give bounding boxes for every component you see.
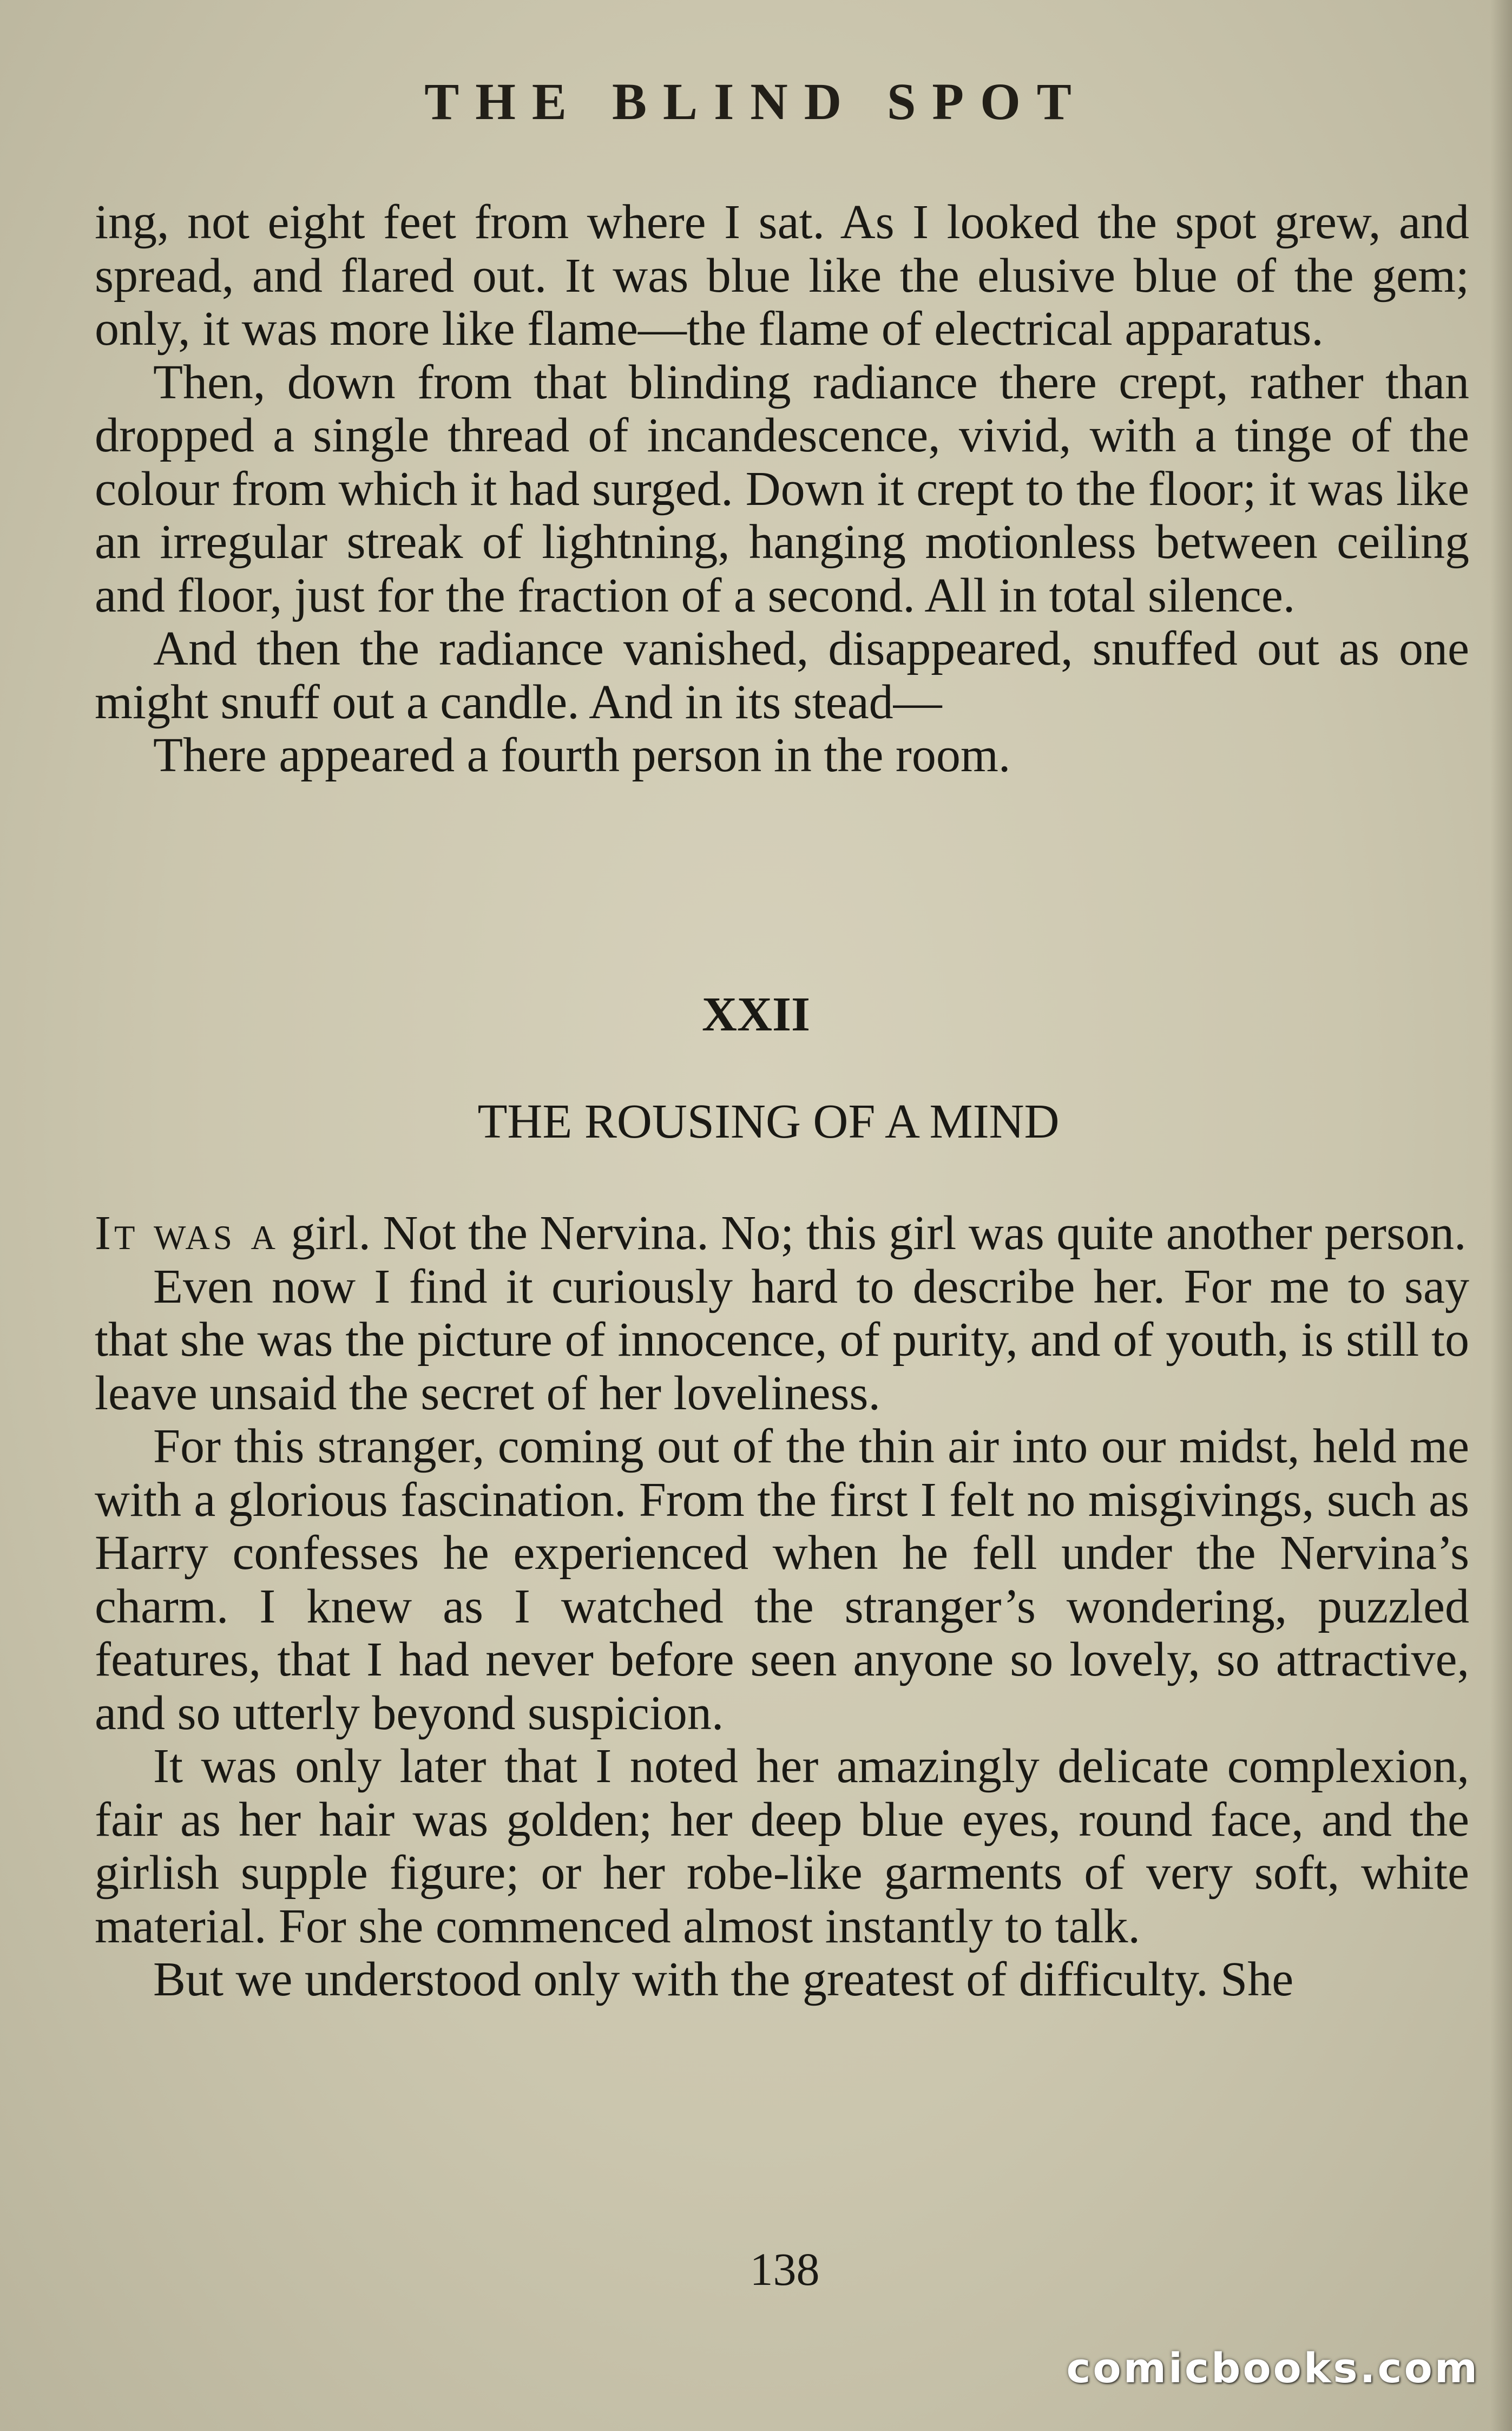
paragraph: For this stranger, coming out of the thin air into our midst, held me with a glorious fascination. From the first I felt no misgivings, such as Harry confesses he experienced when he fell under the Nervina’s charm. I knew as I watched the stranger’s wondering, puzzled features, that I had never before seen anyone so lovely, so attractive, and so utterly beyond suspicion.	[95, 1420, 1469, 1740]
chapter-number: XXII	[701, 988, 811, 1041]
small-caps-lead-in: It was a	[95, 1206, 279, 1260]
opening-text: girl. Not the Nervina. No; this girl was quite another person.	[278, 1206, 1467, 1260]
running-head: THE BLIND SPOT	[424, 73, 1088, 130]
paragraph: Even now I find it curiously hard to describe her. For me to say that she was the picture of innocence, of purity, and of youth, is still to leave unsaid the secret of her loveliness.	[95, 1259, 1469, 1420]
paragraph: ing, not eight feet from where I sat. As I looked the spot grew, and spread, and flared out. It was blue like the elusive blue of the gem; only, it was more like flame—the flame of electrical apparatus.	[95, 195, 1469, 356]
page-edge-shadow	[1490, 0, 1512, 2431]
paragraph: There appeared a fourth person in the room.	[153, 728, 1011, 782]
text-section-1	[95, 196, 1469, 783]
text-section-2	[95, 1207, 1469, 2007]
paragraph: And then the radiance vanished, disappeared, snuffed out as one might snuff out a candle. And in its stead—	[95, 622, 1469, 729]
watermark: comicbooks.com	[1066, 2344, 1480, 2392]
paragraph: It was only later that I noted her amazingly delicate complexion, fair as her hair was golden; her deep blue eyes, round face, and the girlish supple figure; or her robe-like garments of very soft, white material. For she commenced almost instantly to talk.	[95, 1739, 1469, 1953]
paragraph: Then, down from that blinding radiance there crept, rather than dropped a single thread of incandescence, vivid, with a tinge of the colour from which it had surged. Down it crept to the floor; it was like an irregular streak of lightning, hanging motionless between ceiling and floor, just for the fraction of a second. All in total silence.	[95, 355, 1469, 622]
chapter-title: THE ROUSING OF A MIND	[477, 1095, 1060, 1148]
page-number: 138	[750, 2243, 820, 2295]
paragraph: But we understood only with the greatest of difficulty. She	[153, 1953, 1294, 2006]
paragraph-opening	[95, 1207, 1469, 1260]
